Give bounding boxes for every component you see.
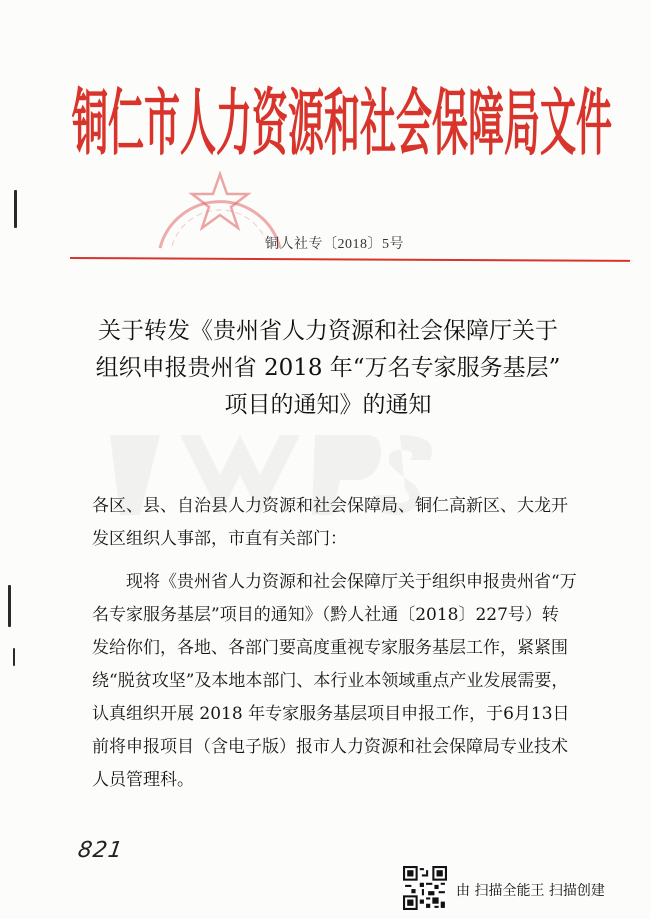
org-title: 铜仁市人力资源和社会保障局文件 — [72, 80, 612, 165]
body-line: 发给你们，各地、各部门要高度重视专家服务基层工作，紧紧围 — [92, 638, 568, 658]
scan-edge-mark — [13, 648, 15, 666]
title-line: 关于转发《贵州省人力资源和社会保障厅关于 — [98, 318, 558, 344]
body-line: 名专家服务基层”项目的通知》（黔人社通〔2018〕227号）转 — [92, 605, 559, 625]
title-line: 组织申报贵州省 2018 年“万名专家服务基层” — [95, 355, 561, 381]
document-number: 铜人社专〔2018〕5号 — [265, 237, 404, 252]
body-line: 前将申报项目（含电子版）报市人力资源和社会保障局专业技术 — [92, 737, 568, 757]
addressee-line: 各区、县、自治县人力资源和社会保障局、铜仁高新区、大龙开 — [92, 496, 568, 516]
scan-edge-mark — [14, 190, 17, 228]
handwritten-note: 821 — [76, 838, 125, 863]
addressee-line: 发区组织人事部，市直有关部门： — [92, 529, 347, 549]
title-line: 项目的通知》的通知 — [224, 392, 432, 418]
body-line: 认真组织开展 2018 年专家服务基层项目申报工作，于6月13日 — [92, 704, 570, 724]
document-title — [78, 313, 578, 424]
qr-code-icon[interactable] — [403, 866, 447, 910]
scan-edge-mark — [8, 585, 11, 627]
body-line: 绕“脱贫攻坚”及本地本部门、本行业本领域重点产业发展需要， — [92, 671, 569, 691]
scanner-watermark-label: 由 扫描全能王 扫描创建 — [456, 883, 605, 899]
body-line: 现将《贵州省人力资源和社会保障厅关于组织申报贵州省“万 — [92, 572, 577, 592]
body-line: 人员管理科。 — [92, 770, 194, 790]
